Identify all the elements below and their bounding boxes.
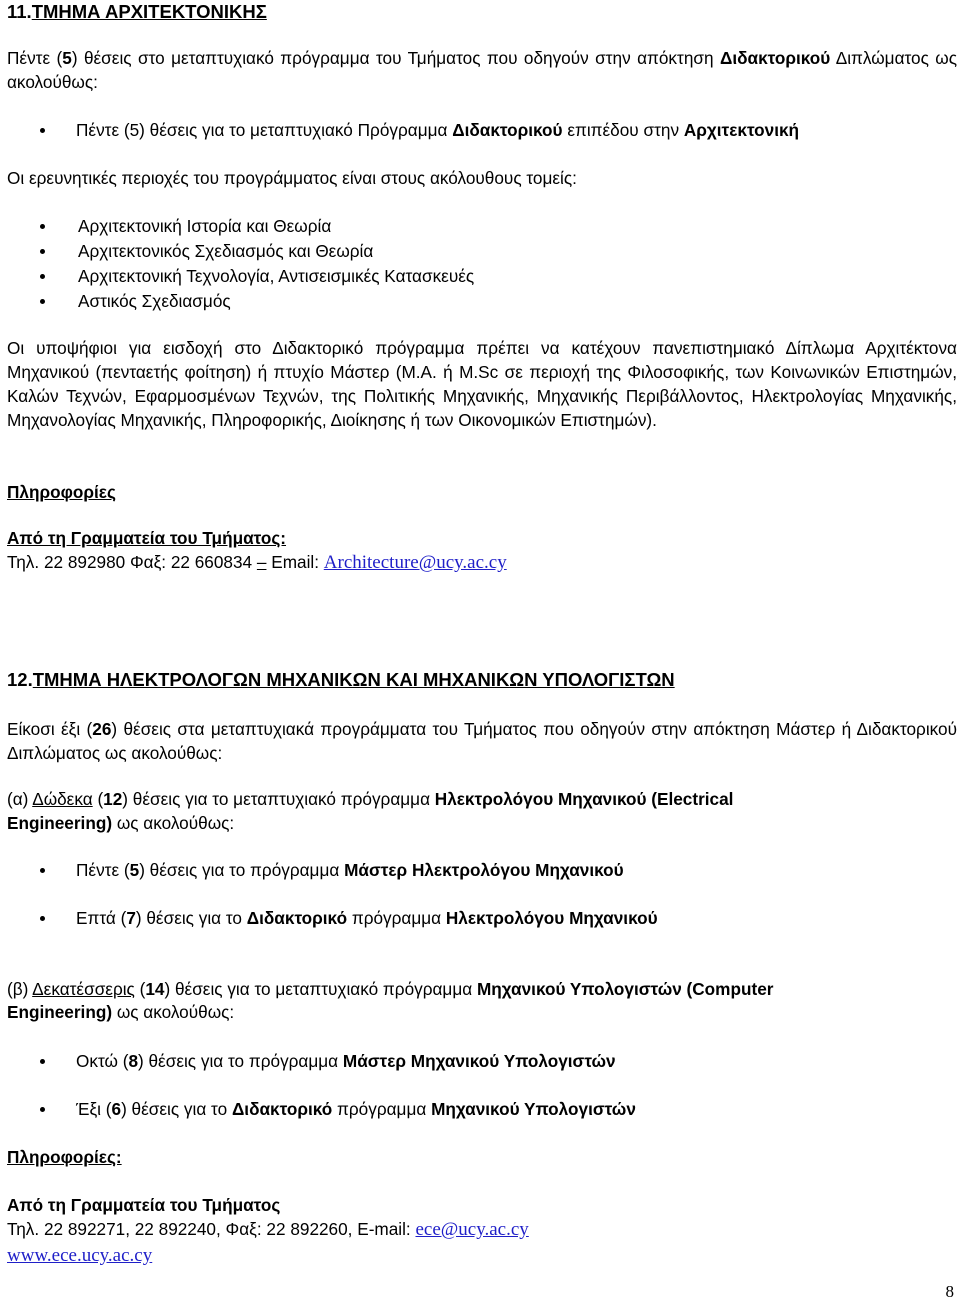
text-run: ως ακολούθως: (112, 1002, 235, 1022)
text-run-bold: Διδακτορικό (231, 1099, 333, 1119)
text-run: ) θέσεις για το (121, 1099, 232, 1119)
secretariat-label: Από τη Γραμματεία του Τμήματος: (7, 528, 287, 548)
text-run: ) θέσεις στα μεταπτυχιακά προγράμματα του Τμήματος που οδηγούν στην απόκτηση Μάστερ ή Διδακτορικού Διπλώματος ως ακολούθως: (7, 719, 957, 763)
info-label: Πληροφορίες: (7, 1147, 122, 1167)
text-run: ) θέσεις για το (135, 908, 247, 928)
list-item-text (76, 906, 658, 930)
bullet-icon (40, 1059, 45, 1064)
contact-line (7, 550, 507, 575)
subsection-a-line-2 (7, 811, 234, 835)
bullet-icon (40, 299, 45, 304)
text-run: Πέντε ( (7, 48, 63, 68)
text-run: ) θέσεις για το μεταπτυχιακό πρόγραμμα (164, 979, 477, 999)
text-run: (β) (7, 979, 33, 999)
text-run-bold: Ηλεκτρολόγου Μηχανικού (445, 908, 658, 928)
text-run: Επτά ( (76, 908, 127, 928)
contact-text: Τηλ. 22 892271, 22 892240, Φαξ: 22 892260, E-mail: (7, 1219, 416, 1239)
section-number: 11. (7, 1, 32, 22)
text-run: ως ακολούθως: (112, 813, 235, 833)
text-run-bold: 5 (62, 48, 72, 68)
email-link[interactable]: Architecture@ucy.ac.cy (323, 552, 507, 573)
text-run-bold: Μηχανικού Υπολογιστών (Computer (476, 979, 774, 999)
text-run-bold: 6 (111, 1099, 122, 1119)
list-item-text (76, 118, 799, 142)
contact-text: Email: (266, 552, 324, 572)
contact-text: Τηλ. 22 892980 Φαξ: 22 660834 (7, 552, 257, 572)
text-run: ) θέσεις στο μεταπτυχιακό πρόγραμμα του Τμήματος που οδηγούν στην απόκτηση (71, 48, 720, 68)
list-item-text: Αρχιτεκτονική Ιστορία και Θεωρία (78, 216, 332, 236)
email-link[interactable]: ece@ucy.ac.cy (415, 1219, 529, 1240)
section-number: 12. (7, 669, 33, 690)
text-run-bold: 14 (145, 979, 165, 999)
bullet-icon (40, 224, 45, 229)
contact-line (7, 1217, 529, 1242)
bullet-icon (40, 916, 45, 921)
section-11-heading (7, 0, 267, 24)
website-line (7, 1243, 152, 1268)
text-run: ) θέσεις για το πρόγραμμα (139, 860, 345, 880)
subsection-a-line-1 (7, 787, 733, 811)
page-number: 8 (945, 1282, 954, 1301)
text-run: πρόγραμμα (332, 1099, 432, 1119)
bullet-icon (40, 128, 45, 133)
text-run-bold: Ηλεκτρολόγου Μηχανικού (Electrical (434, 789, 734, 809)
list-item-text: Αρχιτεκτονικός Σχεδιασμός και Θεωρία (78, 241, 374, 261)
text-run-bold: 26 (92, 719, 112, 739)
areas-intro: Οι ερευνητικές περιοχές του προγράμματος είναι στους ακόλουθους τομείς: (7, 168, 577, 188)
text-run: Οκτώ ( (76, 1051, 129, 1071)
text-run: ( (92, 789, 104, 809)
text-run: ) θέσεις για το πρόγραμμα (138, 1051, 343, 1071)
list-item-text (76, 1097, 636, 1121)
section-title: ΤΜΗΜΑ ΑΡΧΙΤΕΚΤΟΝΙΚΗΣ (31, 1, 267, 22)
text-run: Είκοσι έξι ( (7, 719, 93, 739)
text-run: πρόγραμμα (347, 908, 446, 928)
text-run: Διπλώματος ως ακολούθως: (7, 48, 958, 92)
list-item-text: Αστικός Σχεδιασμός (78, 291, 231, 311)
text-run: Πέντε (5) θέσεις για το μεταπτυχιακό Πρόγραμμα (76, 120, 453, 140)
section-12-intro (7, 717, 957, 765)
website-link[interactable]: www.ece.ucy.ac.cy (7, 1245, 153, 1266)
requirements-paragraph: Οι υποψήφιοι για εισδοχή στο Διδακτορικό πρόγραμμα πρέπει να κατέχουν πανεπιστημιακό Δίπλωμα Αρχιτέκτονα Μηχανικού (πενταετής φοίτηση) ή πτυχίο Μάστερ (Μ.Α. ή Μ.Sc σε περιοχή της Φιλοσοφικής, των Κοινωνικών Επιστημών, Καλών Τεχνών, Εφαρμοσμένων Τεχνών, της Πολιτικής Μηχανικής, Μηχανικής Περιβάλλοντος, Ηλεκτρολογίας Μηχανικής, Μηχανολογίας Μηχανικής, Πληροφορικής, Διοίκησης ή των Οικονομικών Επιστημών). (7, 338, 957, 430)
section-title: ΤΜΗΜΑ ΗΛΕΚΤΡΟΛΟΓΩΝ ΜΗΧΑΝΙΚΩΝ ΚΑΙ ΜΗΧΑΝΙΚΩΝ ΥΠΟΛΟΓΙΣΤΩΝ (32, 669, 675, 690)
contact-dash: – (256, 552, 267, 572)
bullet-icon (40, 868, 45, 873)
section-12-heading (7, 668, 675, 692)
bullet-icon (40, 249, 45, 254)
section-11-intro (7, 46, 957, 94)
bullet-icon (40, 1107, 45, 1112)
text-run: (α) (7, 789, 33, 809)
text-run: ) θέσεις για το μεταπτυχιακό πρόγραμμα (122, 789, 435, 809)
text-run-bold: Διδακτορικό (246, 908, 348, 928)
text-run-bold: Αρχιτεκτονική (683, 120, 800, 140)
text-run: επιπέδου στην (562, 120, 684, 140)
text-run-bold: Διδακτορικού (719, 48, 831, 68)
list-item-text (76, 858, 624, 882)
text-run: ( (134, 979, 146, 999)
list-item-text (76, 1049, 616, 1073)
text-run-bold: Μηχανικού Υπολογιστών (431, 1099, 636, 1119)
text-run-underlined: Δεκατέσσερις (32, 979, 135, 999)
list-item-text: Αρχιτεκτονική Τεχνολογία, Αντισεισμικές Κατασκευές (78, 266, 475, 286)
subsection-b-line-1 (7, 977, 773, 1001)
text-run-bold: Engineering) (7, 813, 113, 833)
text-run-bold: 5 (129, 860, 140, 880)
bullet-icon (40, 274, 45, 279)
text-run-bold: 12 (103, 789, 123, 809)
subsection-b-line-2 (7, 1000, 234, 1024)
text-run: Έξι ( (76, 1099, 112, 1119)
secretariat-label: Από τη Γραμματεία του Τμήματος (7, 1195, 281, 1215)
text-run-bold: Μάστερ Ηλεκτρολόγου Μηχανικού (344, 860, 624, 880)
text-run-underlined: Δώδεκα (32, 789, 93, 809)
text-run-bold: Engineering) (7, 1002, 113, 1022)
text-run-bold: 7 (126, 908, 136, 928)
text-run-bold: Διδακτορικού (452, 120, 563, 140)
text-run-bold: Μάστερ Μηχανικού Υπολογιστών (342, 1051, 616, 1071)
text-run-bold: 8 (128, 1051, 138, 1071)
info-label: Πληροφορίες (7, 482, 116, 502)
text-run: Πέντε ( (76, 860, 130, 880)
